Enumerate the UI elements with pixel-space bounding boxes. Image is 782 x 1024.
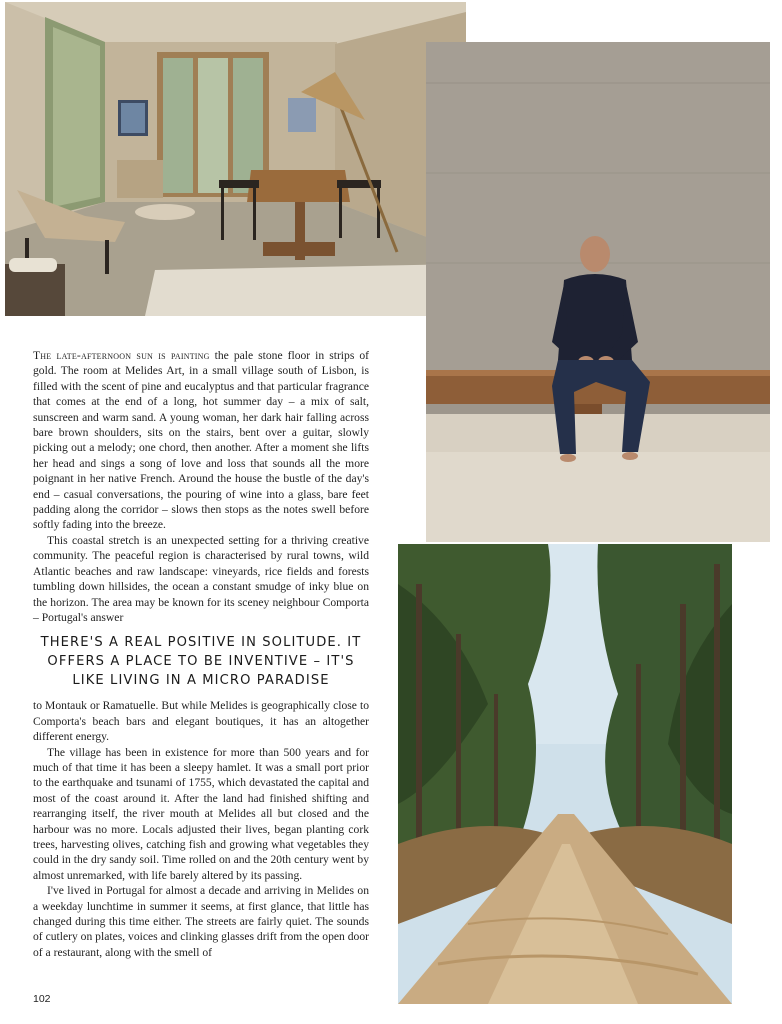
paragraph-2-continued: to Montauk or Ramatuelle. But while Melides is geographically close to Comporta's beach bars and elegant boutiques, it has an altogether different energy. [33, 699, 369, 744]
photo-man-on-bench [426, 42, 770, 542]
paragraph-3: The village has been in existence for more than 500 years and for much of that time it has been a sleepy hamlet. It was a small port prior to the earthquake and tsunami of 1755, which devastated the capital and most of the coast around it. After the land had finished shifting and rearranging itself, the river mouth at Melides all but closed and the harbour was no more. Locals adjusted their lives, began planting cork trees, harvesting olives, catching fish and growing what vegetables they could in the dry sandy soil. Time rolled on and the 20th century went by almost unremarked, with life barely altered by its passing. [33, 745, 369, 882]
photo-pine-forest-road [398, 544, 732, 1004]
photo-interior-room [5, 2, 466, 316]
article-body [33, 348, 369, 960]
pull-quote: THERE'S A REAL POSITIVE IN SOLITUDE. IT OFFERS A PLACE TO BE INVENTIVE – IT'S LIKE LIVING IN A MICRO PARADISE [40, 635, 362, 689]
paragraph-4: I've lived in Portugal for almost a decade and arriving in Melides on a weekday lunchtime in summer it seems, at first glance, that little has changed during this time either. The streets are fairly quiet. The sounds of cutlery on plates, voices and clinking glasses drift from the open door of a restaurant, along with the smell of [33, 884, 369, 959]
page-number: 102 [33, 993, 51, 1005]
lead-smallcaps: The late-afternoon sun is painting [33, 349, 210, 362]
paragraph-2: This coastal stretch is an unexpected setting for a thriving creative community. The peaceful region is characterised by rural towns, wild Atlantic beaches and raw landscape: vineyards, rice fields and forests tumbling down hillsides, the ocean a constant smudge of inky blue on the horizon. The area may be known for its sceney neighbour Comporta – Portugal's answer [33, 533, 369, 624]
paragraph-lead [33, 348, 369, 533]
lead-text: the pale stone floor in strips of gold. The room at Melides Art, in a small village south of Lisbon, is filled with the scent of pine and eucalyptus and that particular fragrance that comes at the end of a long, hot summer day – a mix of salt, sunscreen and warm sand. A young woman, her dark hair falling across bare brown shoulders, sits on the stairs, bent over a guitar, slowly picking out a melody; one chord, then another. After a moment she lifts her head and sings a song of love and loss that sounds all the more poignant in her native French. Around the house the bustle of the day's end – casual conversations, the pouring of wine into a glass, bare feet padding along the corridor – slows then stops as the notes swell before softly fading into the breeze. [33, 349, 370, 532]
